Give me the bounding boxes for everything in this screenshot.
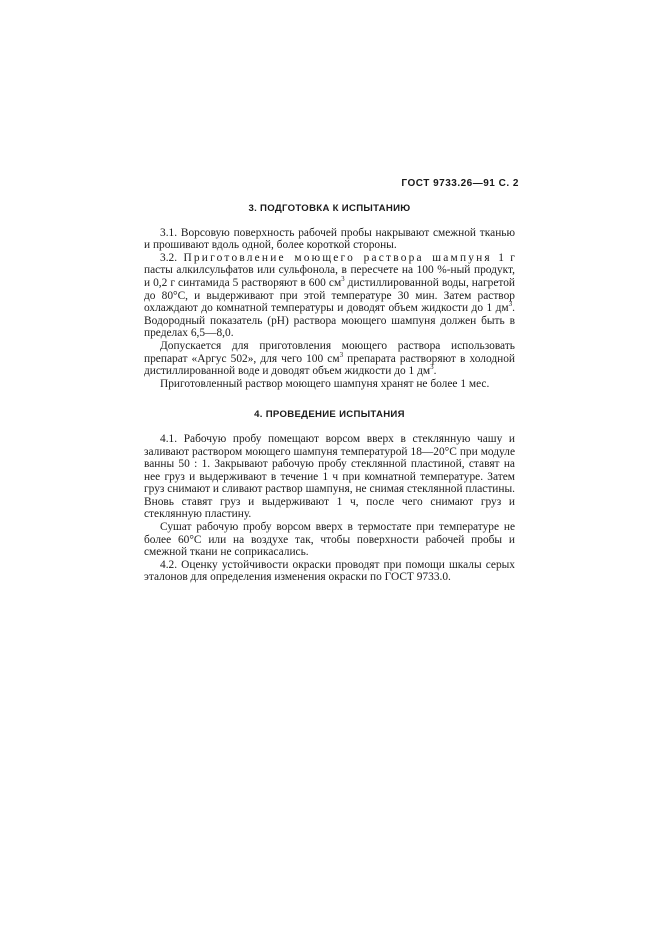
section-4-title: 4. ПРОВЕДЕНИЕ ИСПЫТАНИЯ bbox=[254, 409, 405, 421]
paragraph-argus-text-2: препарата растворяют в холодной дистиллированной воде и доводят объем жидкости до 1 дм bbox=[144, 352, 515, 378]
paragraph-3-2-heading: Приготовление моющего раствора шампуня bbox=[183, 251, 492, 264]
paragraph-3-2-number: 3.2. bbox=[160, 251, 178, 264]
paragraph-3-2-storage: Приготовленный раствор моющего шампуня хранят не более 1 мес. bbox=[160, 377, 490, 390]
paragraph-4-1: 4.1. Рабочую пробу помещают ворсом вверх в стеклянную чашу и заливают раствором моющего шампуня температурой 18—20°С при модуле ванны 50 : 1. Закрывают рабочую пробу стеклянной пластиной, ставят на нее груз и выдерживают в течение 1 ч при комнатной температуре. Затем груз снимают и сливают раствор шампуня, не снимая стеклянной пластины. Вновь ставят груз и выдерживают 1 ч, после чего снимают груз и стеклянную пластину. bbox=[144, 432, 515, 521]
paragraph-3-2-text-2: дистиллированной воды, нагретой до 80°С, и выдерживают при этой температуре 30 мин. Затем раствор охлаждают до комнатной температуры и доводят объем жидкости до 1 дм bbox=[144, 276, 515, 315]
section-3-title: 3. ПОДГОТОВКА К ИСПЫТАНИЮ bbox=[248, 203, 411, 214]
page-header-code: ГОСТ 9733.26—91 С. 2 bbox=[401, 178, 519, 189]
superscript-3: 3 bbox=[341, 275, 345, 284]
paragraph-3-2-text: 1 г пасты алкилсульфатов или сульфонола, в пересчете на 100 %-ный продукт, и 0,2 г синтамида 5 растворяют в 600 см bbox=[144, 251, 515, 289]
paragraph-3-2-text-3: . Водородный показатель (pH) раствора моющего шампуня должен быть в пределах 6,5—8,0. bbox=[144, 302, 515, 340]
paragraph-3-2 bbox=[144, 252, 515, 340]
paragraph-3-2-argus bbox=[144, 340, 515, 378]
paragraph-4-1-drying: Сушат рабочую пробу ворсом вверх в термостате при температуре не более 60°С или на воздухе так, чтобы поверхности рабочей пробы и смежной ткани не соприкасались. bbox=[144, 521, 515, 559]
superscript-3: 3 bbox=[430, 363, 434, 372]
document-body bbox=[144, 203, 515, 584]
paragraph-3-1: 3.1. Ворсовую поверхность рабочей пробы накрывают смежной тканью и прошивают вдоль одной, более короткой стороны. bbox=[144, 226, 515, 252]
superscript-3: 3 bbox=[339, 350, 344, 359]
paragraph-argus-text: Допускается для приготовления моющего раствора использовать препарат «Аргус 502», для чего 100 см bbox=[144, 339, 515, 365]
paragraph-4-2: 4.2. Оценку устойчивости окраски проводят при помощи шкалы серых эталонов для определения изменения окраски по ГОСТ 9733.0. bbox=[144, 558, 515, 584]
superscript-3: 3 bbox=[508, 300, 513, 309]
paragraph-argus-text-3: . bbox=[433, 365, 437, 378]
